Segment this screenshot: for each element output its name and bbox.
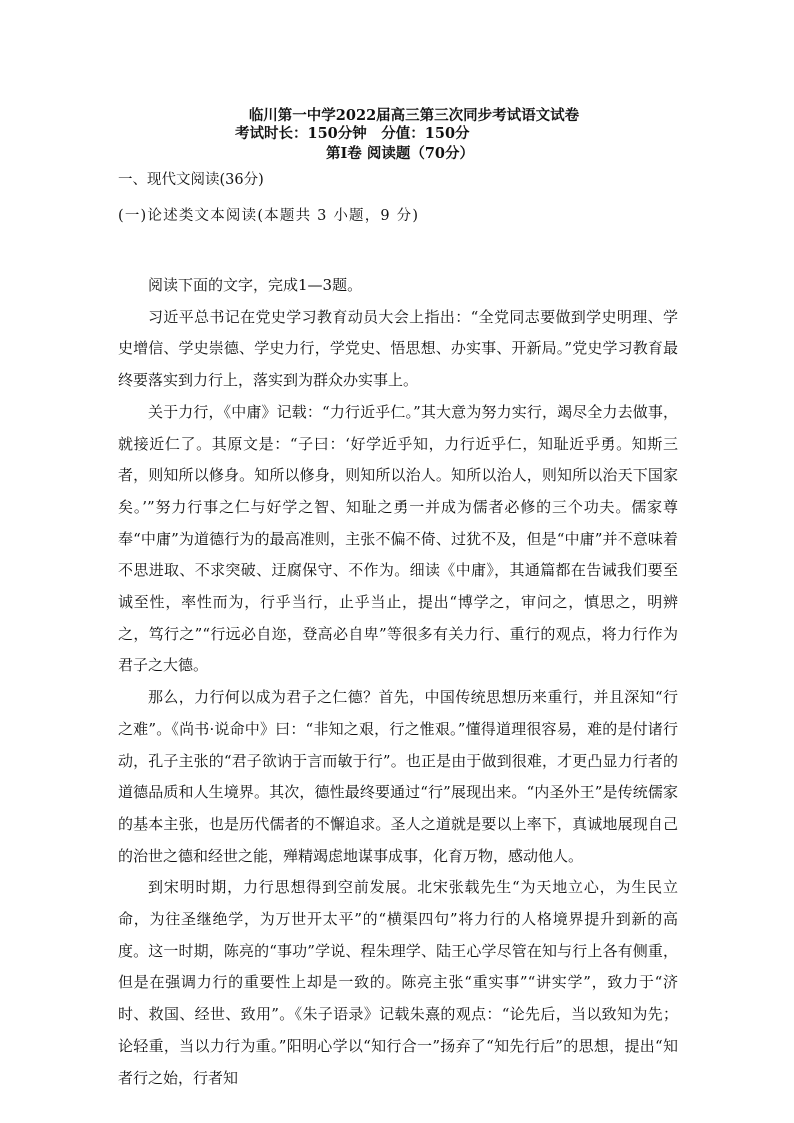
reading-passage [118, 270, 678, 1094]
exam-title: 临川第一中学2022届高三第三次同步考试语文试卷 [248, 107, 580, 124]
passage-paragraph: 到宋明时期，力行思想得到空前发展。北宋张载先生“为天地立心，为生民立命，为往圣继绝学，为万世开太平”的“横渠四句”将力行的人格境界提升到新的高度。这一时期，陈亮的“事功”学说、程朱理学、陆王心学尽管在知与行上各有侧重，但是在强调力行的重要性上却是一致的。陈亮主张“重实事”“讲实学”，致力于“济时、救国、经世、致用”。《朱子语录》记载朱熹的观点：“论先后，当以致知为先；论轻重，当以力行为重。”阳明心学以“知行合一”扬弃了“知先行后”的思想，提出“知者行之始，行者知 [118, 878, 678, 1087]
passage-paragraph: 关于力行，《中庸》记载：“力行近乎仁。”其大意为努力实行，竭尽全力去做事，就接近仁了。其原文是：“子曰：‘好学近乎知，力行近乎仁，知耻近乎勇。知斯三者，则知所以修身。知所以修身，则知所以治人。知所以治人，则知所以治天下国家矣。’”努力行事之仁与好学之智、知耻之勇一并成为儒者必修的三个功夫。儒家尊奉“中庸”为道德行为的最高准则，主张不偏不倚、过犹不及，但是“中庸”并不意味着不思进取、不求突破、迂腐保守、不作为。细读《中庸》，其通篇都在告诫我们要至诚至性，率性而为，行乎当行，止乎当止，提出“博学之，审问之，慎思之，明辨之，笃行之”“行远必自迩，登高必自卑”等很多有关力行、重行的观点，将力行作为君子之大德。 [118, 402, 678, 675]
passage-instruction: 阅读下面的文字，完成1—3题。 [148, 276, 363, 294]
exam-info: 考试时长：150分钟 分值：150分 [235, 125, 470, 142]
passage-paragraph: 那么，力行何以成为君子之仁德？首先，中国传统思想历来重行，并且深知“行之难”。《尚书·说命中》曰：“非知之艰，行之惟艰。”懂得道理很容易，难的是付诸行动，孔子主张的“君子欲讷于言而敏于行”。也正是由于做到很难，才更凸显力行者的道德品质和人生境界。其次，德性最终要通过“行”展现出来。“内圣外王”是传统儒家的基本主张，也是历代儒者的不懈追求。圣人之道就是要以上率下，真诚地展现自己的治世之德和经世之能，殚精竭虑地谋事成事，化育万物，感动他人。 [118, 688, 678, 865]
section-heading-modern-reading: 一、现代文阅读(36分) [118, 172, 264, 188]
volume-title: 第Ⅰ卷 阅读题（70分） [326, 145, 475, 162]
passage-paragraph: 习近平总书记在党史学习教育动员大会上指出：“全党同志要做到学史明理、学史增信、学史崇德、学史力行，学党史、悟思想、办实事、开新局。”党史学习教育最终要落实到力行上，落实到为群众办实事上。 [118, 307, 678, 390]
subsection-heading-argumentative: (一)论述类文本阅读(本题共 3 小题，9 分) [118, 208, 420, 224]
